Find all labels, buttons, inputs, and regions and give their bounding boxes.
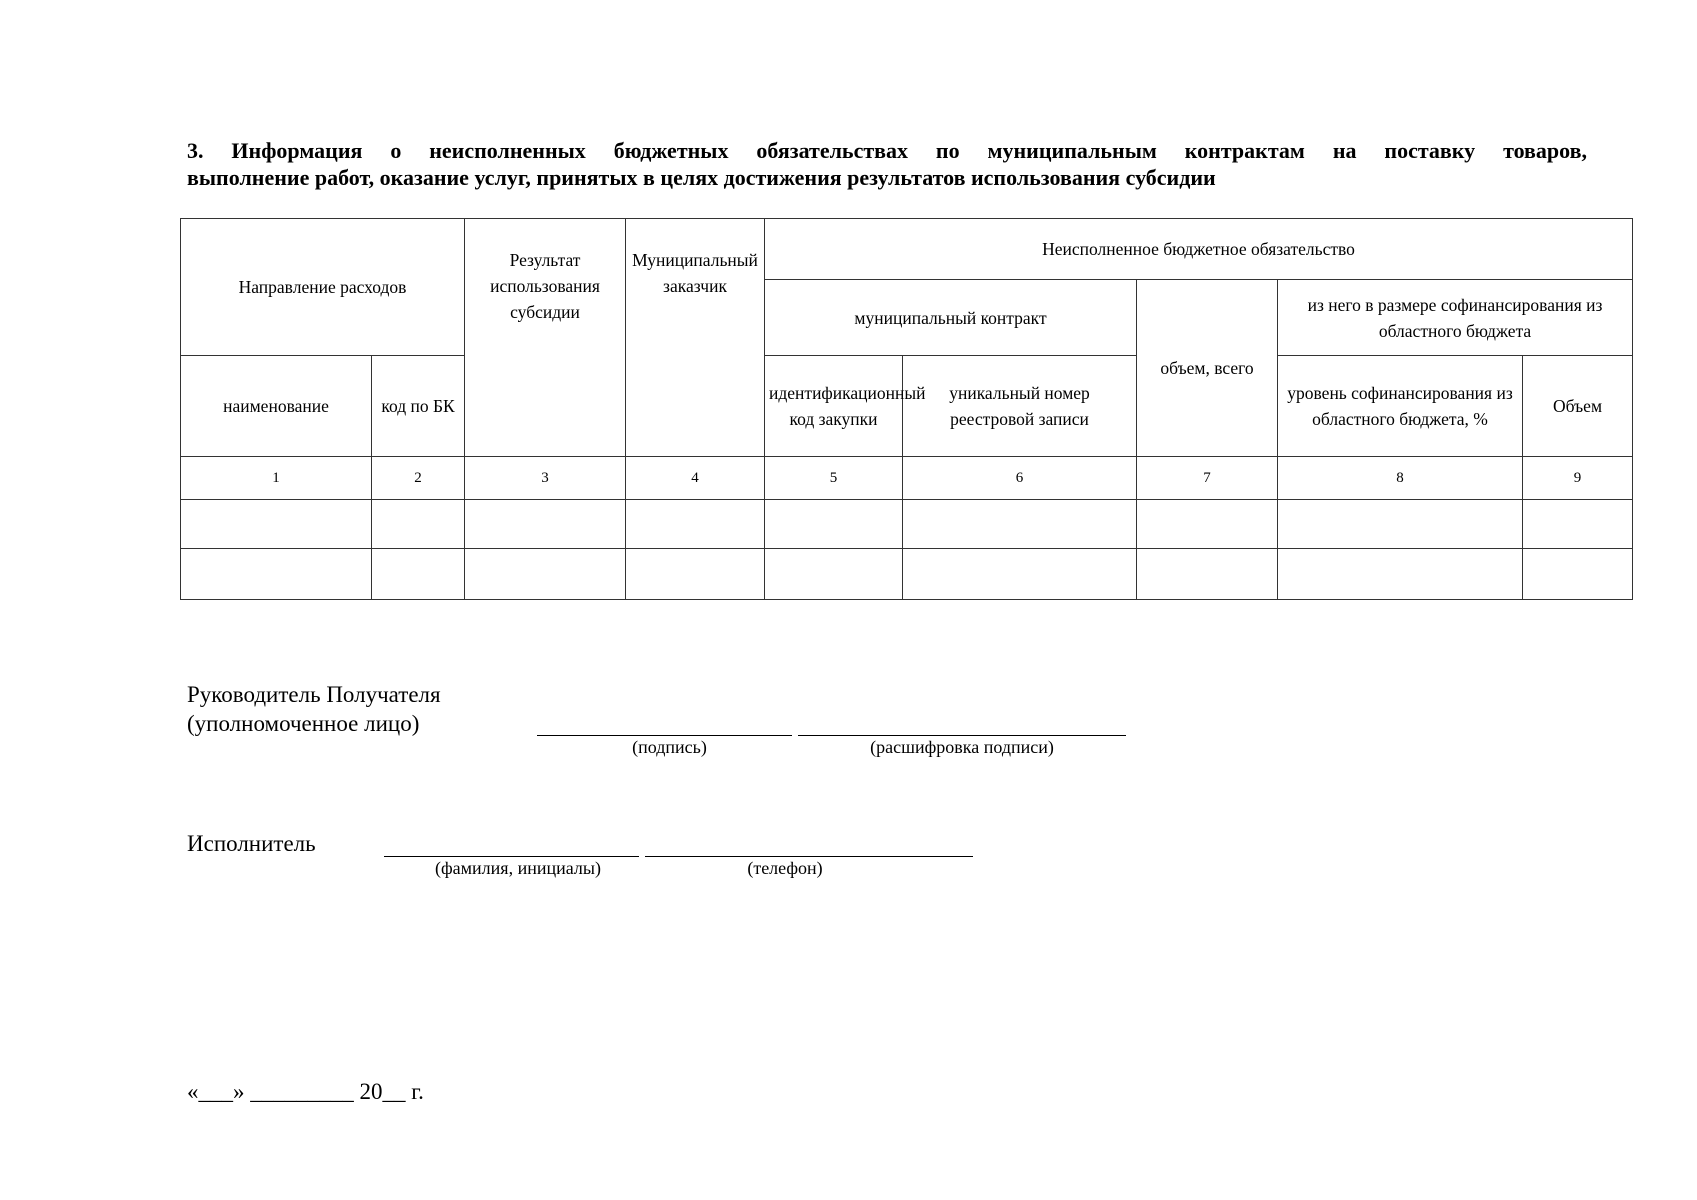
column-number: 9 <box>1523 457 1633 500</box>
table-cell[interactable] <box>765 549 903 600</box>
table-cell[interactable] <box>372 549 465 600</box>
header-cofin-level: уровень софинансирования из областного бюджета, % <box>1278 356 1523 457</box>
executor-phone-line[interactable] <box>645 856 973 857</box>
table-cell[interactable] <box>181 500 372 549</box>
table-cell[interactable] <box>903 500 1137 549</box>
signature-decode-line[interactable] <box>798 735 1126 736</box>
head-signatory-line1: Руководитель Получателя <box>187 682 441 707</box>
section-heading-line1: 3. Информация о неисполненных бюджетных обязательствах по муниципальным контрактам на поставку товаров, <box>187 138 1587 163</box>
table-cell[interactable] <box>626 500 765 549</box>
table-cell[interactable] <box>1278 500 1523 549</box>
table-cell[interactable] <box>1523 500 1633 549</box>
executor-phone-caption: (телефон) <box>747 858 823 878</box>
table-cell[interactable] <box>903 549 1137 600</box>
date-line[interactable]: «___» _________ 20__ г. <box>187 1079 424 1104</box>
column-number: 6 <box>903 457 1137 500</box>
table-cell[interactable] <box>465 500 626 549</box>
signature-decode-caption: (расшифровка подписи) <box>870 737 1054 757</box>
executor-name-line[interactable] <box>384 856 639 857</box>
column-number: 1 <box>181 457 372 500</box>
header-contract: муниципальный контракт <box>765 280 1137 356</box>
header-cofinancing: из него в размере софинансирования из областного бюджета <box>1278 280 1633 356</box>
section-heading-line2: выполнение работ, оказание услуг, принятых в целях достижения результатов использования субсидии <box>187 165 1216 190</box>
table-cell[interactable] <box>765 500 903 549</box>
header-purchase-code: идентификационный код закупки <box>765 356 903 457</box>
header-customer: Муниципальный заказчик <box>626 219 765 457</box>
header-direction: Направление расходов <box>181 219 465 356</box>
header-obligation: Неисполненное бюджетное обязательство <box>765 219 1633 280</box>
column-number: 2 <box>372 457 465 500</box>
table-cell[interactable] <box>1137 500 1278 549</box>
signature-caption: (подпись) <box>632 737 707 757</box>
obligations-table <box>180 218 1633 600</box>
section-heading <box>187 137 1587 191</box>
header-bk-code: код по БК <box>372 356 465 457</box>
executor-name-caption: (фамилия, инициалы) <box>435 858 601 878</box>
header-volume-total: объем, всего <box>1137 280 1278 457</box>
table-cell[interactable] <box>181 549 372 600</box>
table-cell[interactable] <box>465 549 626 600</box>
head-signatory-line2: (уполномоченное лицо) <box>187 711 420 736</box>
table-cell[interactable] <box>1523 549 1633 600</box>
table-row <box>181 500 1633 549</box>
column-number: 4 <box>626 457 765 500</box>
signature-line[interactable] <box>537 735 792 736</box>
table-row <box>181 549 1633 600</box>
executor-label: Исполнитель <box>187 831 316 856</box>
table-cell[interactable] <box>1278 549 1523 600</box>
column-numbers-row <box>181 457 1633 500</box>
header-result: Результат использования субсидии <box>465 219 626 457</box>
head-signatory-label <box>187 680 441 738</box>
column-number: 7 <box>1137 457 1278 500</box>
column-number: 3 <box>465 457 626 500</box>
table-cell[interactable] <box>626 549 765 600</box>
table-cell[interactable] <box>1137 549 1278 600</box>
table-cell[interactable] <box>372 500 465 549</box>
header-name: наименование <box>181 356 372 457</box>
column-number: 5 <box>765 457 903 500</box>
header-volume: Объем <box>1523 356 1633 457</box>
header-registry-number: уникальный номер реестровой записи <box>903 356 1137 457</box>
column-number: 8 <box>1278 457 1523 500</box>
